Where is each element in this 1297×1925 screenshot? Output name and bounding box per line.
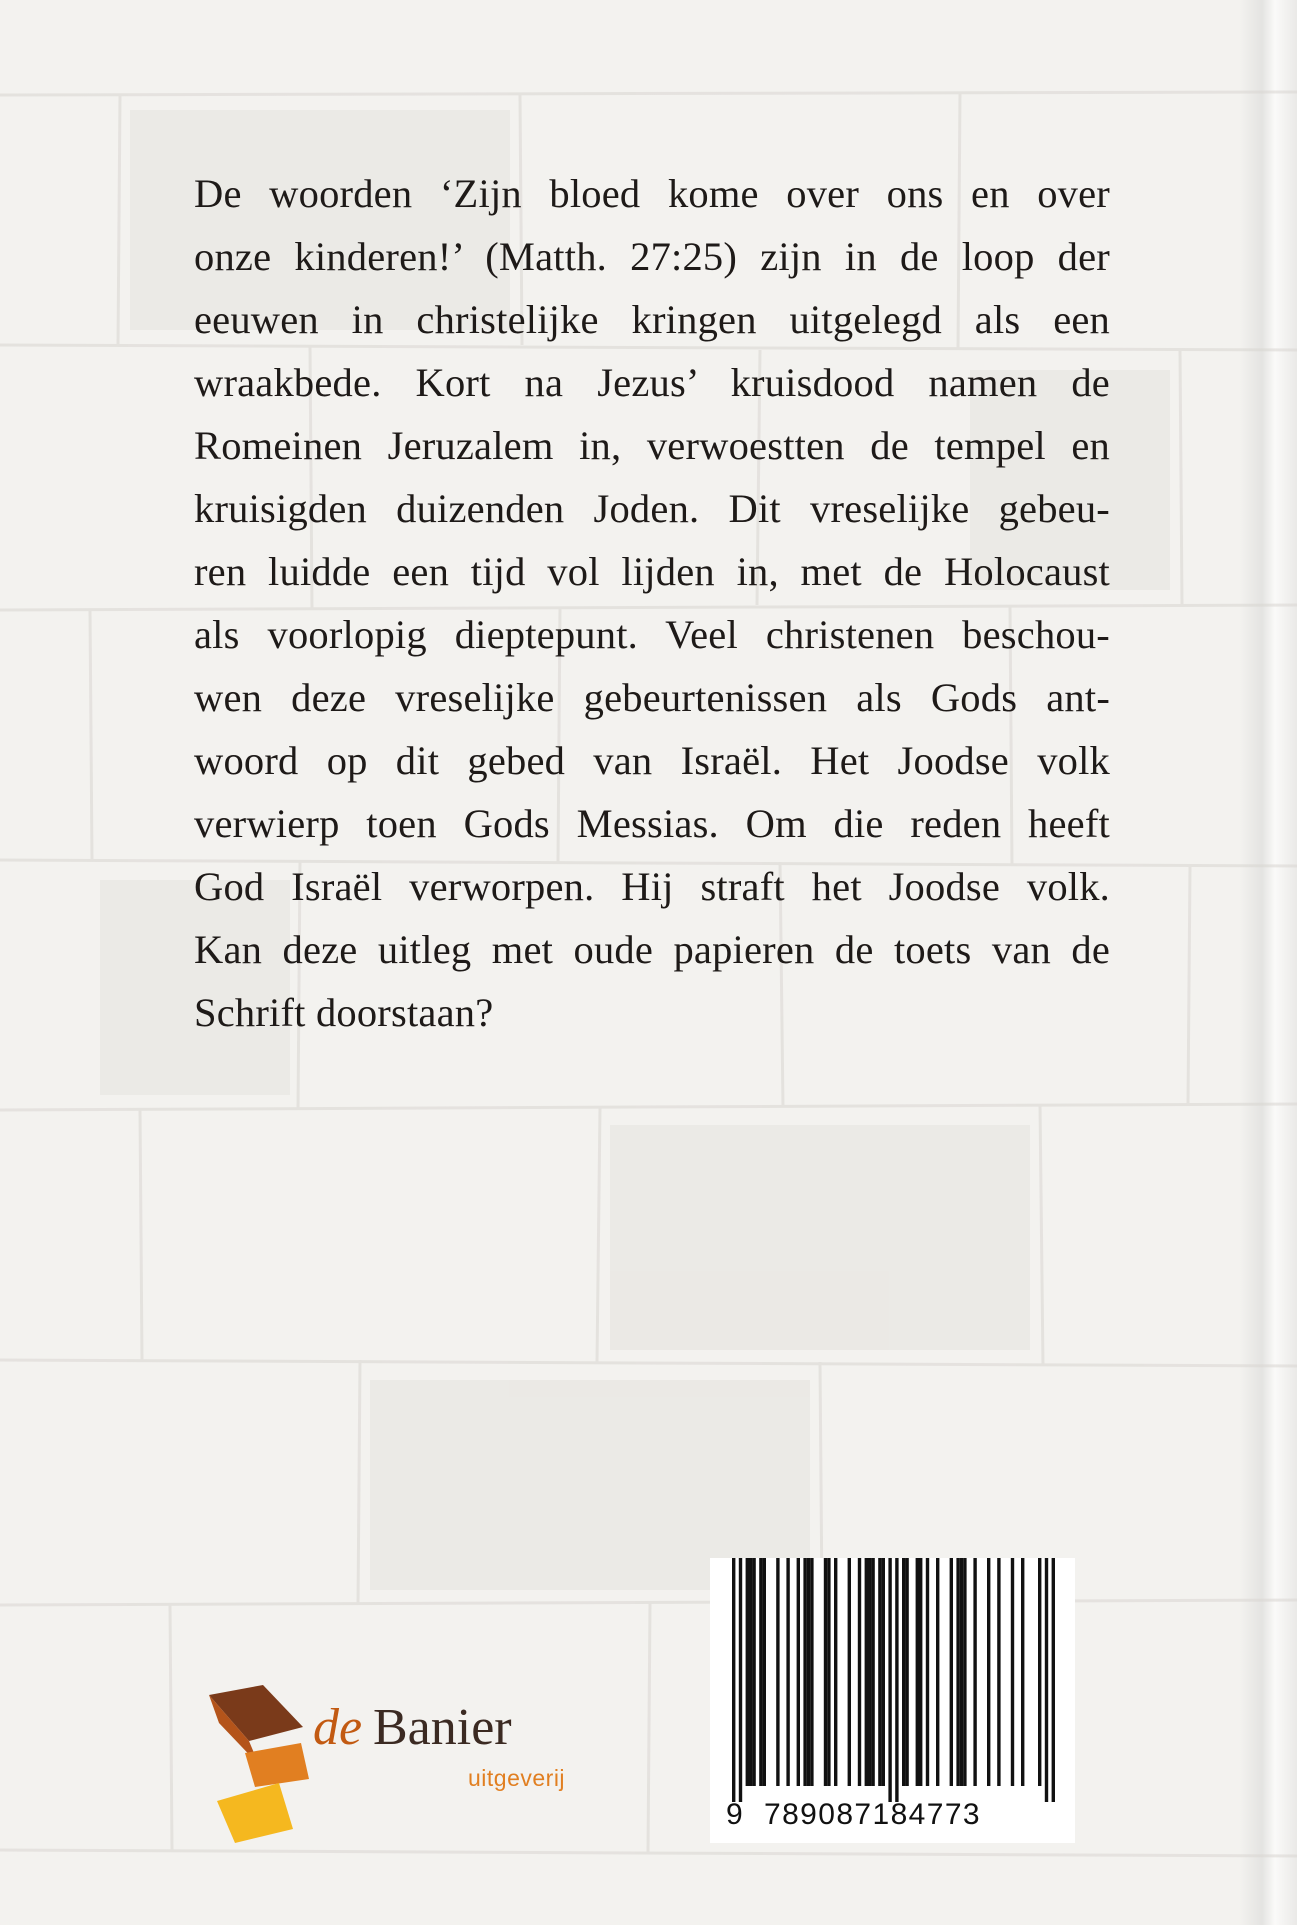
blurb-line: eeuwen in christelijke kringen uitgelegd als een: [194, 297, 1110, 342]
blurb-line: woord op dit gebed van Israël. Het Joodse volk: [194, 738, 1110, 783]
blurb-line: wen deze vreselijke gebeurtenissen als Gods ant-: [194, 675, 1110, 720]
barcode-bar: [776, 1558, 779, 1786]
blurb-line: verwierp toen Gods Messias. Om die reden heeft: [194, 801, 1110, 846]
barcode-bar: [1038, 1558, 1041, 1786]
barcode-bar: [878, 1558, 881, 1786]
blurb-line: Schrift doorstaan?: [194, 990, 494, 1035]
barcode-bar: [739, 1558, 742, 1802]
barcode-bar: [858, 1558, 861, 1786]
barcode-bar: [810, 1558, 813, 1786]
barcode-bar: [1021, 1558, 1024, 1786]
barcode-bar: [960, 1558, 963, 1786]
barcode-bar: [1052, 1558, 1055, 1802]
isbn-barcode: [710, 1558, 1075, 1843]
barcode-bar: [956, 1558, 959, 1786]
isbn-first-digit: 9: [726, 1798, 743, 1831]
blurb-line: kruisigden duizenden Joden. Dit vreselijke gebeu-: [194, 486, 1110, 531]
blurb-line: onze kinderen!’ (Matth. 27:25) zijn in de loop der: [194, 234, 1110, 279]
barcode-bar: [848, 1558, 851, 1786]
publisher-subtitle: uitgeverij: [468, 1765, 566, 1791]
blurb-line: wraakbede. Kort na Jezus’ kruisdood namen de: [194, 360, 1110, 405]
barcode-bar: [732, 1558, 735, 1802]
barcode-bar: [752, 1558, 755, 1786]
barcode-bars: [724, 1558, 1064, 1802]
publisher-logo-mark-icon: [205, 1683, 315, 1843]
barcode-bar: [865, 1558, 868, 1786]
barcode-bar: [749, 1558, 752, 1786]
barcode-bar: [950, 1558, 953, 1786]
publisher-name-prefix: de: [313, 1699, 363, 1756]
barcode-bar: [759, 1558, 762, 1786]
barcode-bar: [973, 1558, 976, 1786]
barcode-bar: [916, 1558, 919, 1786]
barcode-bar: [902, 1558, 905, 1786]
barcode-bar: [827, 1558, 830, 1786]
blurb-line: Kan deze uitleg met oude papieren de toets van de: [194, 927, 1110, 972]
barcode-bar: [786, 1558, 789, 1786]
blurb-line: als voorlopig dieptepunt. Veel christenen beschou-: [194, 612, 1110, 657]
barcode-bar: [763, 1558, 766, 1786]
barcode-bar: [807, 1558, 810, 1786]
barcode-bar: [926, 1558, 929, 1786]
isbn-digits: 789087184773: [764, 1798, 982, 1831]
blurb-line: De woorden ‘Zijn bloed kome over ons en over: [194, 171, 1110, 216]
barcode-bar: [824, 1558, 827, 1786]
barcode-bar: [746, 1558, 749, 1786]
barcode-bar: [797, 1558, 800, 1786]
barcode-bar: [919, 1558, 922, 1786]
publisher-name: Banier: [373, 1699, 512, 1756]
publisher-logo: [205, 1683, 625, 1843]
barcode-bar: [1011, 1558, 1014, 1786]
barcode-bar: [834, 1558, 837, 1786]
barcode-bar: [987, 1558, 990, 1786]
barcode-bar: [1045, 1558, 1048, 1802]
barcode-bar: [868, 1558, 871, 1786]
back-cover-blurb: [194, 162, 1110, 1044]
barcode-bar: [803, 1558, 806, 1786]
barcode-bar: [997, 1558, 1000, 1786]
barcode-bar: [882, 1558, 885, 1786]
blurb-line: Romeinen Jeruzalem in, verwoestten de tempel en: [194, 423, 1110, 468]
barcode-bar: [936, 1558, 939, 1786]
barcode-bar: [888, 1558, 891, 1802]
blurb-line: ren luidde een tijd vol lijden in, met de Holocaust: [194, 549, 1110, 594]
barcode-bar: [871, 1558, 874, 1786]
barcode-bar: [905, 1558, 908, 1786]
blurb-line: God Israël verworpen. Hij straft het Joodse volk.: [194, 864, 1110, 909]
barcode-bar: [963, 1558, 966, 1786]
barcode-bar: [895, 1558, 898, 1802]
